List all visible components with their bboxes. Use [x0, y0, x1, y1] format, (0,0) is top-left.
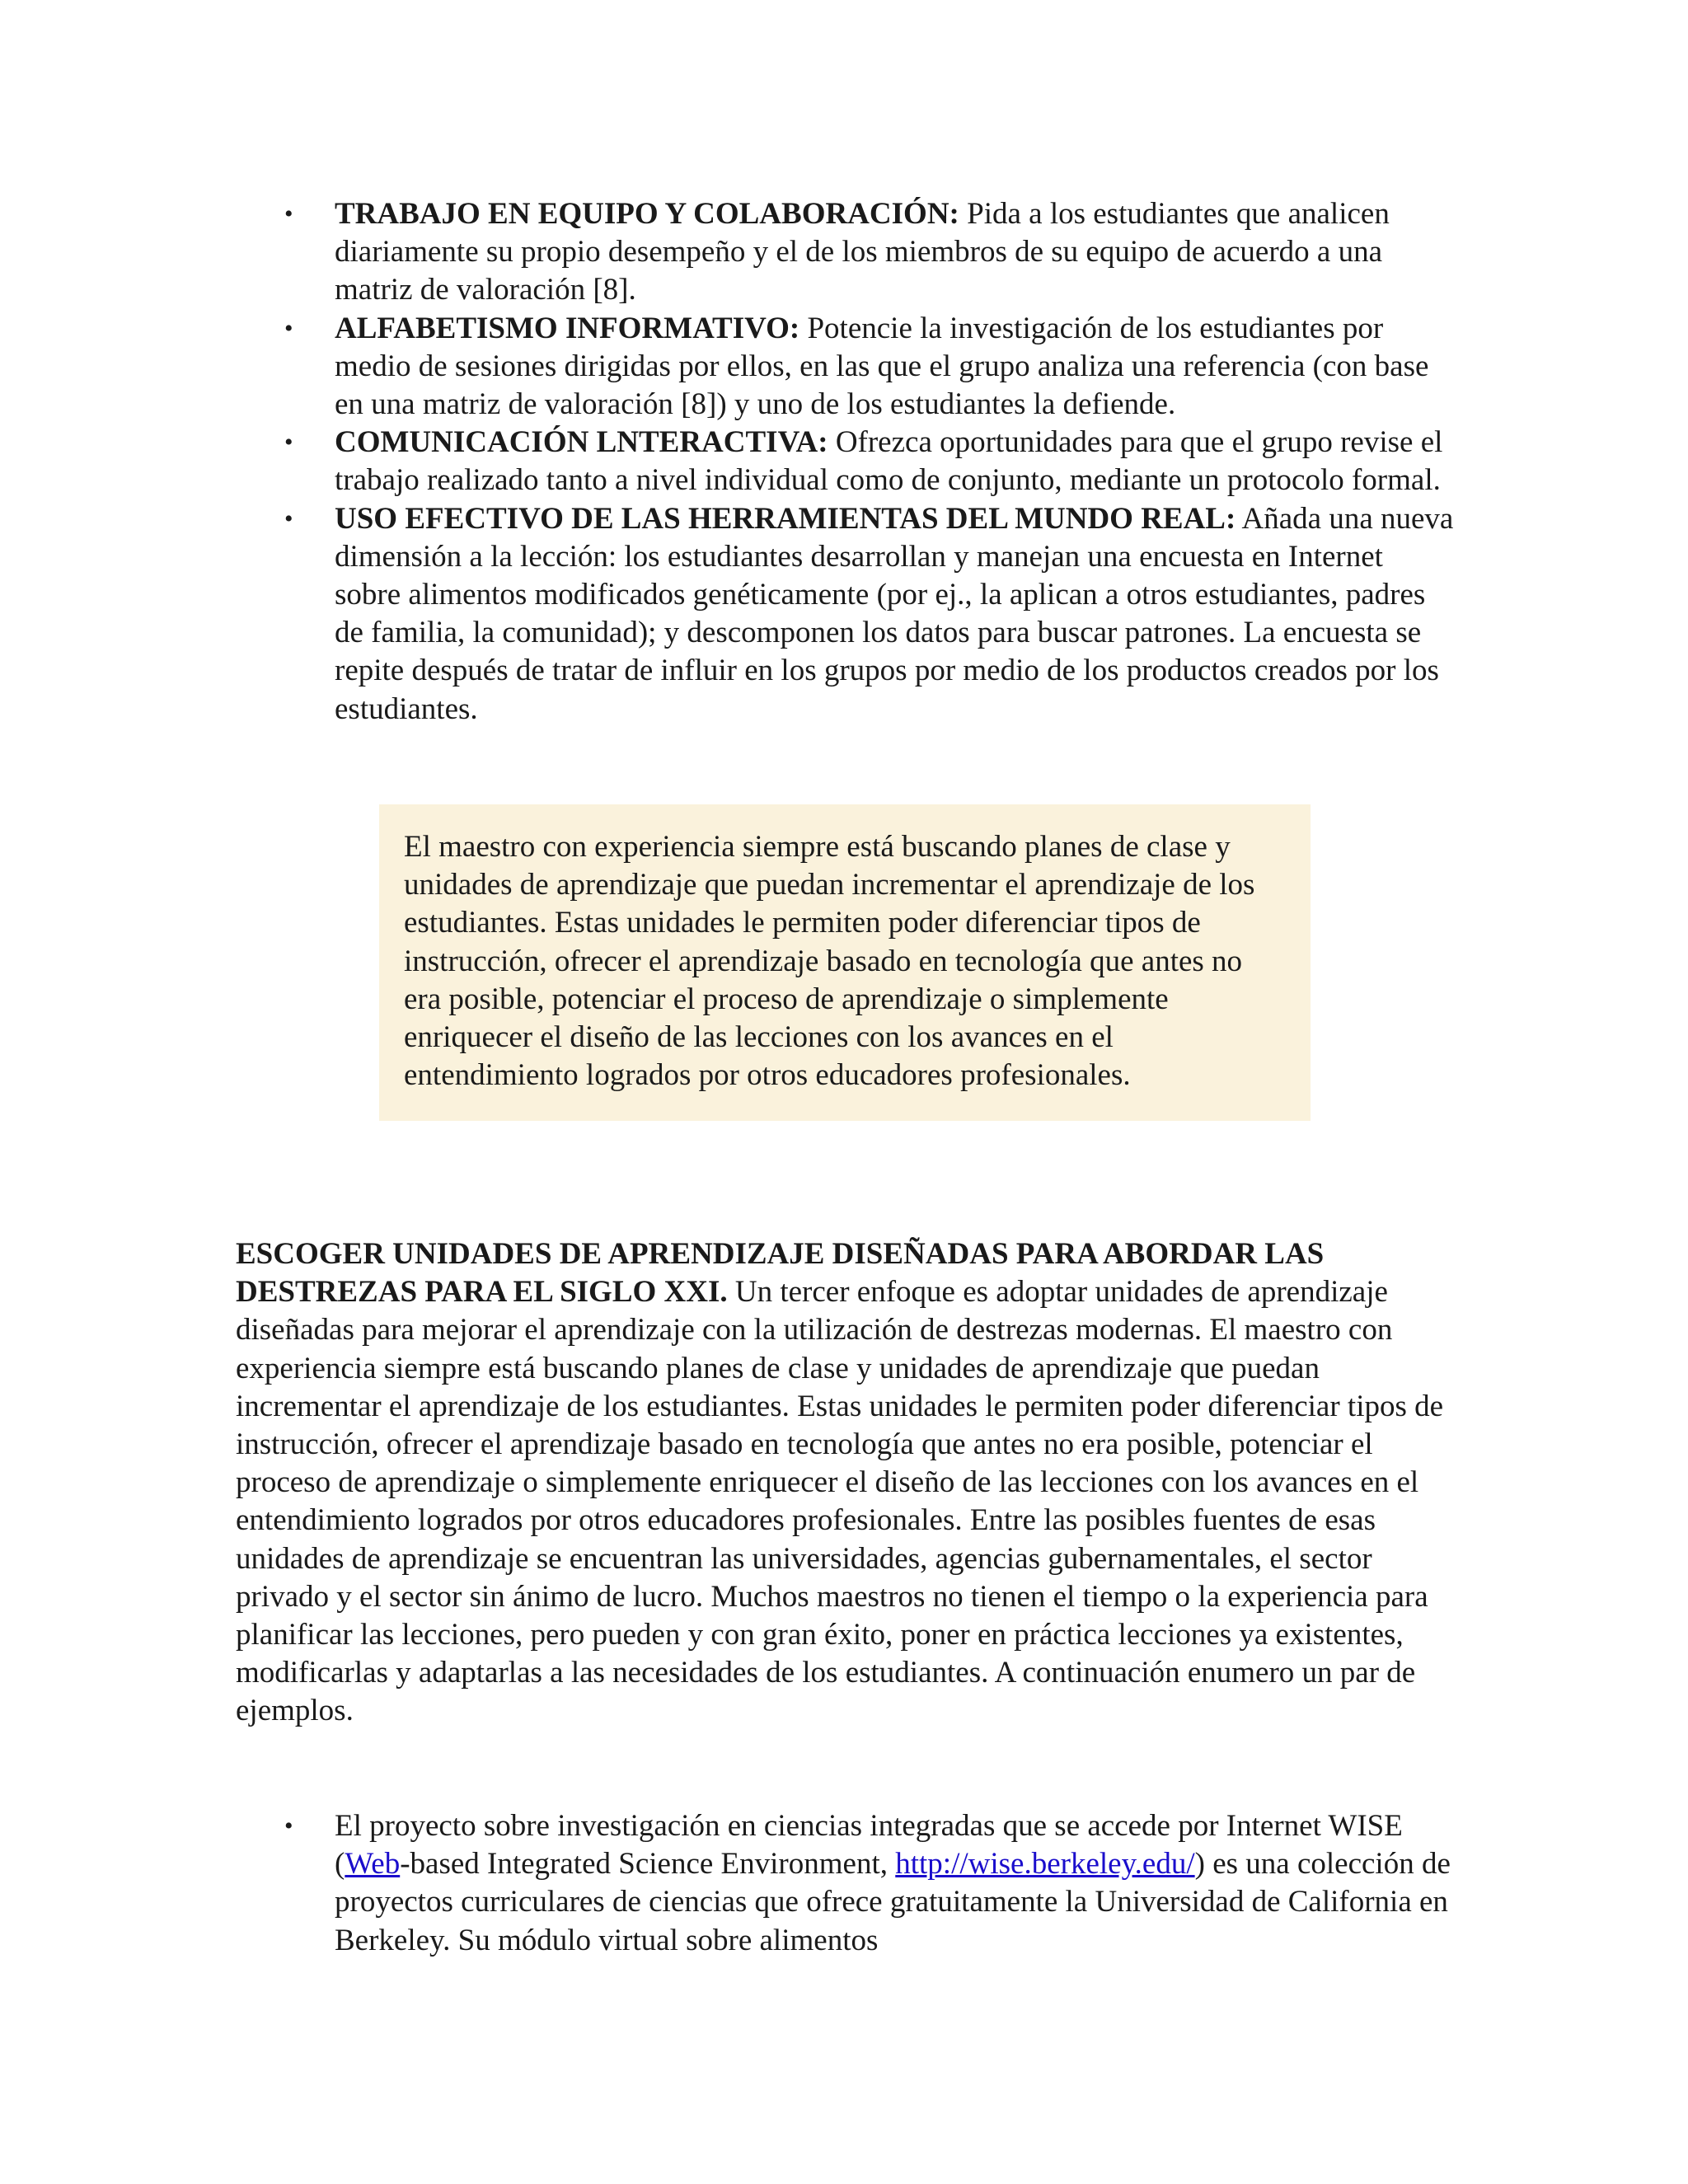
list-item-heading: TRABAJO EN EQUIPO Y COLABORACIÓN: [335, 197, 959, 231]
list-item-heading: COMUNICACIÓN LNTERACTIVA: [335, 425, 828, 460]
list-item [284, 195, 1456, 310]
callout-text: El maestro con experiencia siempre está buscando planes de clase y unidades de aprendizaje que puedan incrementar el aprendizaje de los estudiantes. Estas unidades le permiten poder diferenciar tipos de instrucción, ofrecer el aprendizaje basado en tecnología que antes no era posible, potenciar el proceso de aprendizaje o simplemente enriquecer el diseño de las lecciones con los avances en el entendimiento logrados por otros educadores profesionales. [404, 830, 1255, 1093]
examples-bullet-list [284, 1807, 1456, 1960]
section-paragraph [236, 1235, 1456, 1731]
list-item-heading: ALFABETISMO INFORMATIVO: [335, 311, 800, 345]
list-item-text: -based Integrated Science Environment, [400, 1847, 896, 1882]
bullet-icon: • [284, 200, 293, 227]
section-heading: ESCOGER UNIDADES DE APRENDIZAJE DISEÑADAS PARA ABORDAR LAS DESTREZAS PARA EL SIGLO XXI. [236, 1237, 1325, 1310]
list-item-text: Pida a los estudiantes que analicen diariamente su propio desempeño y el de los miembros de su equipo de acuerdo a una matriz de valoración [8]. [335, 197, 1390, 307]
bullet-icon: • [284, 314, 293, 342]
list-item-heading: USO EFECTIVO DE LAS HERRAMIENTAS DEL MUNDO REAL: [335, 501, 1236, 536]
list-item-text: Ofrezca oportunidades para que el grupo revise el trabajo realizado tanto a nivel individual como de conjunto, mediante un protocolo formal. [335, 425, 1443, 498]
bullet-icon: • [284, 429, 293, 457]
bullet-icon: • [284, 504, 293, 532]
list-item [284, 424, 1456, 499]
bullet-icon: • [284, 1812, 293, 1840]
section-body: Un tercer enfoque es adoptar unidades de aprendizaje diseñadas para mejorar el aprendizaje con la utilización de destrezas modernas. El maestro con experiencia siempre está buscando planes de clase y unidades de aprendizaje que puedan incrementar el aprendizaje de los estudiantes. Estas unidades le permiten poder diferenciar tipos de instrucción, ofrecer el aprendizaje basado en tecnología que antes no era posible, potenciar el proceso de aprendizaje o simplemente enriquecer el diseño de las lecciones con los avances en el entendimiento logrados por otros educadores profesionales. Entre las posibles fuentes de esas unidades de aprendizaje se encuentran las universidades, agencias gubernamentales, el sector privado y el sector sin ánimo de lucro. Muchos maestros no tienen el tiempo o la experiencia para planificar las lecciones, pero pueden y con gran éxito, poner en práctica lecciones ya existentes, modificarlas y adaptarlas a las necesidades de los estudiantes. A continuación enumero un par de ejemplos. [236, 1275, 1444, 1728]
list-item [284, 1807, 1456, 1960]
list-item-text: Añada una nueva dimensión a la lección: los estudiantes desarrollan y manejan una encuesta en Internet sobre alimentos modificados genéticamente (por ej., la aplican a otros estudiantes, padres de familia, la comunidad); y descomponen los datos para buscar patrones. La encuesta se repite después de tratar de influir en los grupos por medio de los productos creados por los estudiantes. [335, 501, 1454, 726]
list-item [284, 500, 1456, 729]
callout-box [379, 804, 1311, 1121]
web-link[interactable]: Web [345, 1847, 401, 1882]
wise-url-link[interactable]: http://wise.berkeley.edu/ [895, 1847, 1195, 1882]
skills-bullet-list [284, 195, 1456, 729]
list-item [284, 310, 1456, 424]
list-item-text: El proyecto sobre investigación en ciencias integradas que se accede por Internet WISE ( [335, 1809, 1403, 1882]
list-item-text: Potencie la investigación de los estudiantes por medio de sesiones dirigidas por ellos, en las que el grupo analiza una referencia (con base en una matriz de valoración [8]) y uno de los estudiantes la defiende. [335, 311, 1429, 422]
list-item-text: ) es una colección de proyectos curriculares de ciencias que ofrece gratuitamente la Universidad de California en Berkeley. Su módulo virtual sobre alimentos [335, 1847, 1451, 1957]
